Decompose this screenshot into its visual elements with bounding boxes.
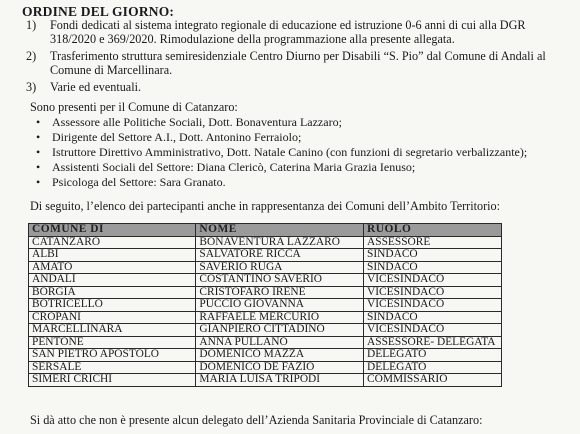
agenda-item-number: 3)	[26, 80, 37, 94]
cell-ruolo: VICESINDACO	[364, 324, 502, 337]
bullet-icon: •	[36, 175, 41, 189]
cell-ruolo: SINDACO	[364, 249, 502, 262]
cell-nome: SAVERIO RUGA	[196, 261, 364, 274]
cell-nome: MARIA LUISA TRIPODI	[196, 374, 364, 387]
cell-ruolo: DELEGATO	[364, 349, 502, 362]
cell-nome: DOMENICO DE FAZIO	[196, 361, 364, 374]
table-row	[29, 336, 502, 349]
agenda-title: ORDINE DEL GIORNO:	[22, 4, 175, 19]
cell-ruolo: VICESINDACO	[364, 286, 502, 299]
table-row	[29, 236, 502, 249]
cell-comune: ALBI	[29, 249, 196, 262]
cell-comune: AMATO	[29, 261, 196, 274]
cell-comune: BORGIA	[29, 286, 196, 299]
table-row	[29, 249, 502, 262]
staff-item-text: Assistenti Sociali del Settore: Diana Clericò, Caterina Maria Grazia Ienuso;	[52, 160, 416, 174]
cell-ruolo: ASSESSORE	[364, 236, 502, 249]
cell-nome: DOMENICO MAZZA	[196, 349, 364, 362]
cell-ruolo: SINDACO	[364, 261, 502, 274]
header-nome: NOME	[196, 224, 364, 237]
header-comune: COMUNE DI	[29, 224, 196, 237]
agenda-item-text: Varie ed eventuali.	[50, 80, 142, 94]
cell-comune: ANDALI	[29, 274, 196, 287]
cell-nome: GIANPIERO CITTADINO	[196, 324, 364, 337]
cell-nome: ANNA PULLANO	[196, 336, 364, 349]
table-header-row	[29, 224, 502, 237]
cell-nome: SALVATORE RICCA	[196, 249, 364, 262]
staff-item	[34, 145, 554, 159]
table-row	[29, 274, 502, 287]
cell-nome: CRISTOFARO IRENE	[196, 286, 364, 299]
attendees-intro: Sono presenti per il Comune di Catanzaro:	[30, 100, 238, 114]
staff-item-text: Assessore alle Politiche Sociali, Dott. Bonaventura Lazzaro;	[52, 115, 342, 129]
cell-ruolo: VICESINDACO	[364, 274, 502, 287]
cell-ruolo: ASSESSORE- DELEGATA	[364, 336, 502, 349]
cell-comune: BOTRICELLO	[29, 299, 196, 312]
participants-intro: Di seguito, l’elenco dei partecipanti anche in rappresentanza dei Comuni dell’Ambito Territorio:	[30, 199, 501, 213]
cell-ruolo: SINDACO	[364, 311, 502, 324]
staff-item-text: Dirigente del Settore A.I., Dott. Antonino Ferraiolo;	[52, 130, 302, 144]
bullet-icon: •	[36, 160, 41, 174]
staff-item-text: Istruttore Direttivo Amministrativo, Dott. Natale Canino (con funzioni di segretario verbalizzante);	[52, 145, 528, 159]
table-row	[29, 299, 502, 312]
agenda-item	[22, 80, 562, 94]
header-ruolo: RUOLO	[364, 224, 502, 237]
table-row	[29, 261, 502, 274]
staff-item-text: Psicologa del Settore: Sara Granato.	[52, 175, 226, 189]
cell-comune: CATANZARO	[29, 236, 196, 249]
staff-item	[34, 175, 554, 189]
table-row	[29, 374, 502, 387]
cell-nome: COSTANTINO SAVERIO	[196, 274, 364, 287]
agenda-item-number: 2)	[26, 49, 37, 63]
staff-item	[34, 130, 554, 144]
participants-table	[28, 223, 502, 387]
agenda-item-number: 1)	[26, 18, 37, 32]
cell-nome: PUCCIO GIOVANNA	[196, 299, 364, 312]
cell-comune: SAN PIETRO APOSTOLO	[29, 349, 196, 362]
table-row	[29, 349, 502, 362]
table-row	[29, 361, 502, 374]
table-row	[29, 324, 502, 337]
cell-nome: BONAVENTURA LAZZARO	[196, 236, 364, 249]
table-row	[29, 311, 502, 324]
table-row	[29, 286, 502, 299]
cell-nome: RAFFAELE MERCURIO	[196, 311, 364, 324]
cell-comune: CROPANI	[29, 311, 196, 324]
cell-ruolo: DELEGATO	[364, 361, 502, 374]
cell-ruolo: COMMISSARIO	[364, 374, 502, 387]
bullet-icon: •	[36, 145, 41, 159]
cell-comune: SERSALE	[29, 361, 196, 374]
agenda-list	[22, 18, 562, 97]
agenda-item-text: Fondi dedicati al sistema integrato regionale di educazione ed istruzione 0-6 anni di cui alla DGR 318/2020 e 369/2020. Rimodulazione della programmazione alla presente allegata.	[50, 18, 526, 46]
staff-item	[34, 115, 554, 129]
cell-ruolo: VICESINDACO	[364, 299, 502, 312]
staff-item	[34, 160, 554, 174]
bullet-icon: •	[36, 130, 41, 144]
cell-comune: PENTONE	[29, 336, 196, 349]
cell-comune: SIMERI CRICHI	[29, 374, 196, 387]
bullet-icon: •	[36, 115, 41, 129]
agenda-item-text: Trasferimento struttura semiresidenziale Centro Diurno per Disabili “S. Pio” dal Comune di Andali al Comune di Marcellinara.	[50, 49, 546, 77]
staff-list	[34, 115, 554, 190]
cell-comune: MARCELLINARA	[29, 324, 196, 337]
agenda-item	[22, 18, 562, 46]
agenda-item	[22, 49, 562, 77]
footer-note: Si dà atto che non è presente alcun delegato dell’Azienda Sanitaria Provinciale di Catanzaro:	[30, 413, 483, 427]
